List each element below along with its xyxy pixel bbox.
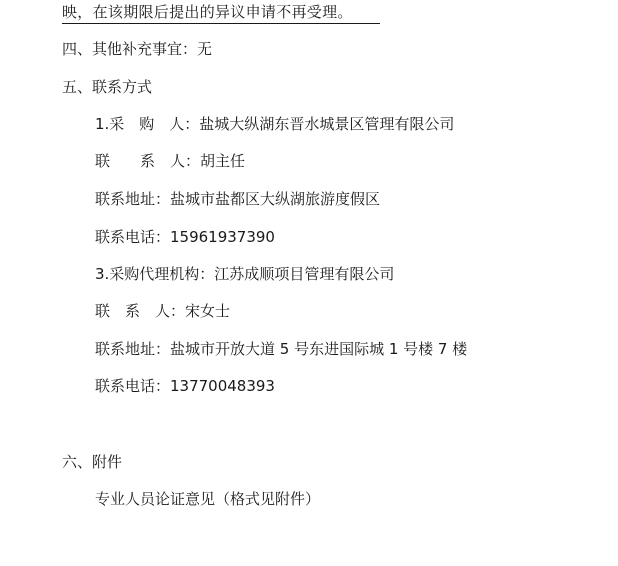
purchaser-line: 1.采 购 人：盐城大纵湖东晋水城景区管理有限公司 bbox=[95, 115, 455, 133]
agency-contact-person: 联 系 人：宋女士 bbox=[95, 302, 231, 320]
purchaser-phone: 联系电话：15961937390 bbox=[95, 228, 275, 246]
attachment-text: 专业人员论证意见（格式见附件） bbox=[95, 490, 321, 508]
agency-address: 联系地址：盐城市开放大道 5 号东进国际城 1 号楼 7 楼 bbox=[95, 340, 468, 358]
purchaser-address: 联系地址：盐城市盐都区大纵湖旅游度假区 bbox=[95, 190, 381, 208]
section-5-heading: 五、联系方式 bbox=[62, 78, 153, 96]
section-6-heading: 六、附件 bbox=[62, 453, 123, 471]
text-underline bbox=[62, 23, 380, 24]
objection-deadline-text: 映，在该期限后提出的异议申请不再受理。 bbox=[62, 3, 353, 21]
purchaser-contact-person: 联 系 人：胡主任 bbox=[95, 152, 246, 170]
agency-line: 3.采购代理机构：江苏成顺项目管理有限公司 bbox=[95, 265, 395, 283]
section-4-heading: 四、其他补充事宜：无 bbox=[62, 40, 213, 58]
agency-phone: 联系电话：13770048393 bbox=[95, 377, 275, 395]
